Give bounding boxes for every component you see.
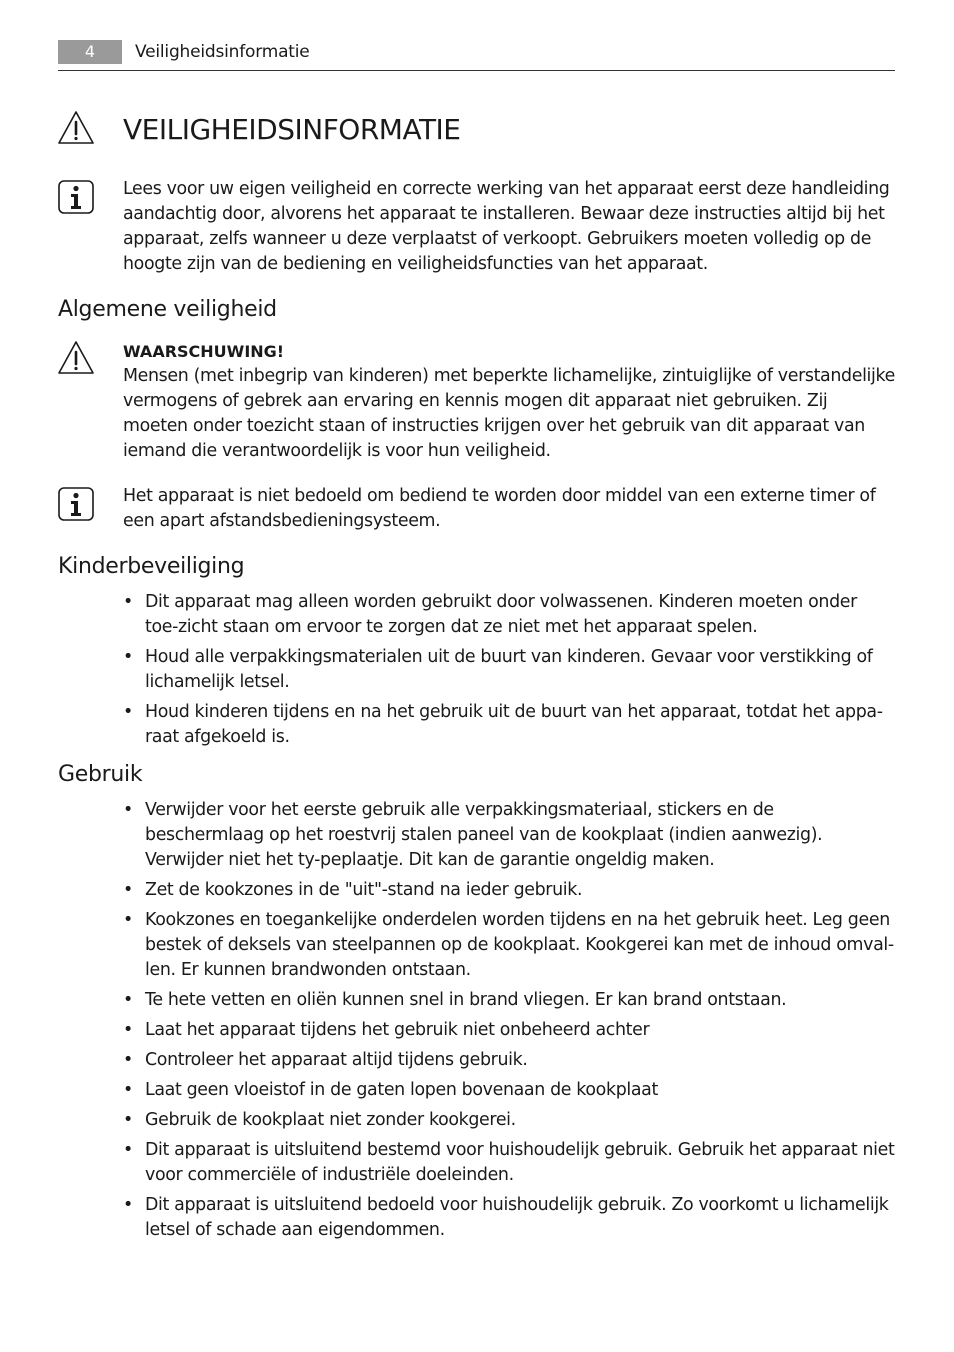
section-heading-general: Algemene veiligheid — [58, 297, 277, 322]
info-paragraph-timer: Het apparaat is niet bedoeld om bediend te worden door middel van een externe timer of een apart afstandsbedieningsysteem. — [123, 486, 876, 531]
warning-block — [123, 339, 895, 464]
list-item: • Zet de kookzones in de "uit"-stand na ieder gebruik. — [123, 878, 895, 903]
running-title: Veiligheidsinformatie — [135, 42, 310, 62]
list-item: • Laat het apparaat tijdens het gebruik niet onbeheerd achter — [123, 1018, 895, 1043]
list-item: • Controleer het apparaat altijd tijdens gebruik. — [123, 1048, 895, 1073]
list-item: • Verwijder voor het eerste gebruik alle verpakkingsmateriaal, stickers en de beschermlaag op het roestvrij stalen paneel van de kookplaat (indien aanwezig). Verwijder niet het ty-peplaatje. Dit kan de garantie ongeldig maken. — [123, 798, 895, 873]
warning-label: WAARSCHUWING! — [123, 342, 285, 361]
info-icon — [57, 486, 95, 522]
list-item: • Te hete vetten en oliën kunnen snel in brand vliegen. Er kan brand ontstaan. — [123, 988, 895, 1013]
info-icon — [57, 179, 95, 215]
list-item: • Gebruik de kookplaat niet zonder kookgerei. — [123, 1108, 895, 1133]
section-heading-use: Gebruik — [58, 762, 143, 787]
list-item: • Kookzones en toegankelijke onderdelen worden tijdens en na het gebruik heet. Leg geen bestek of deksels van steelpannen op de kookplaat. Kookgerei kan met de inhoud omval-len. Er kunnen brandwonden ontstaan. — [123, 908, 895, 983]
list-item: • Dit apparaat is uitsluitend bestemd voor huishoudelijk gebruik. Gebruik het apparaat niet voor commerciële of industriële doeleinden. — [123, 1138, 895, 1188]
page-number: 4 — [58, 40, 122, 64]
page-header — [58, 40, 895, 71]
list-item: • Dit apparaat mag alleen worden gebruikt door volwassenen. Kinderen moeten onder toe-zicht staan om ervoor te zorgen dat ze niet met het apparaat spelen. — [123, 590, 895, 640]
intro-paragraph: Lees voor uw eigen veiligheid en correcte werking van het apparaat eerst deze handleiding aandachtig door, alvorens het apparaat te installeren. Bewaar deze instructies altijd bij het apparaat, zelfs wanneer u deze verplaatst of verkoopt. Gebruikers moeten volledig op de hoogte zijn van de bediening en veiligheidsfuncties van het apparaat. — [123, 179, 890, 274]
list-item: • Laat geen vloeistof in de gaten lopen bovenaan de kookplaat — [123, 1078, 895, 1103]
warning-text: Mensen (met inbegrip van kinderen) met beperkte lichamelijke, zintuiglijke of verstandelijke vermogens of gebrek aan ervaring en kennis mogen dit apparaat niet gebruiken. Zij moeten onder toezicht staan of instructies krijgen over het gebruik van dit apparaat van iemand die verantwoordelijk is voor hun veiligheid. — [123, 366, 895, 461]
use-list — [123, 798, 895, 1248]
section-heading-child: Kinderbeveiliging — [58, 554, 245, 579]
child-safety-list — [123, 590, 895, 755]
page-title: VEILIGHEIDSINFORMATIE — [123, 113, 461, 146]
warning-triangle-icon — [57, 110, 95, 146]
list-item: • Houd kinderen tijdens en na het gebruik uit de buurt van het apparaat, totdat het appa-raat afgekoeld is. — [123, 700, 895, 750]
warning-triangle-icon — [57, 340, 95, 376]
list-item: • Houd alle verpakkingsmaterialen uit de buurt van kinderen. Gevaar voor verstikking of lichamelijk letsel. — [123, 645, 895, 695]
list-item: • Dit apparaat is uitsluitend bedoeld voor huishoudelijk gebruik. Zo voorkomt u lichamelijk letsel of schade aan eigendommen. — [123, 1193, 895, 1243]
